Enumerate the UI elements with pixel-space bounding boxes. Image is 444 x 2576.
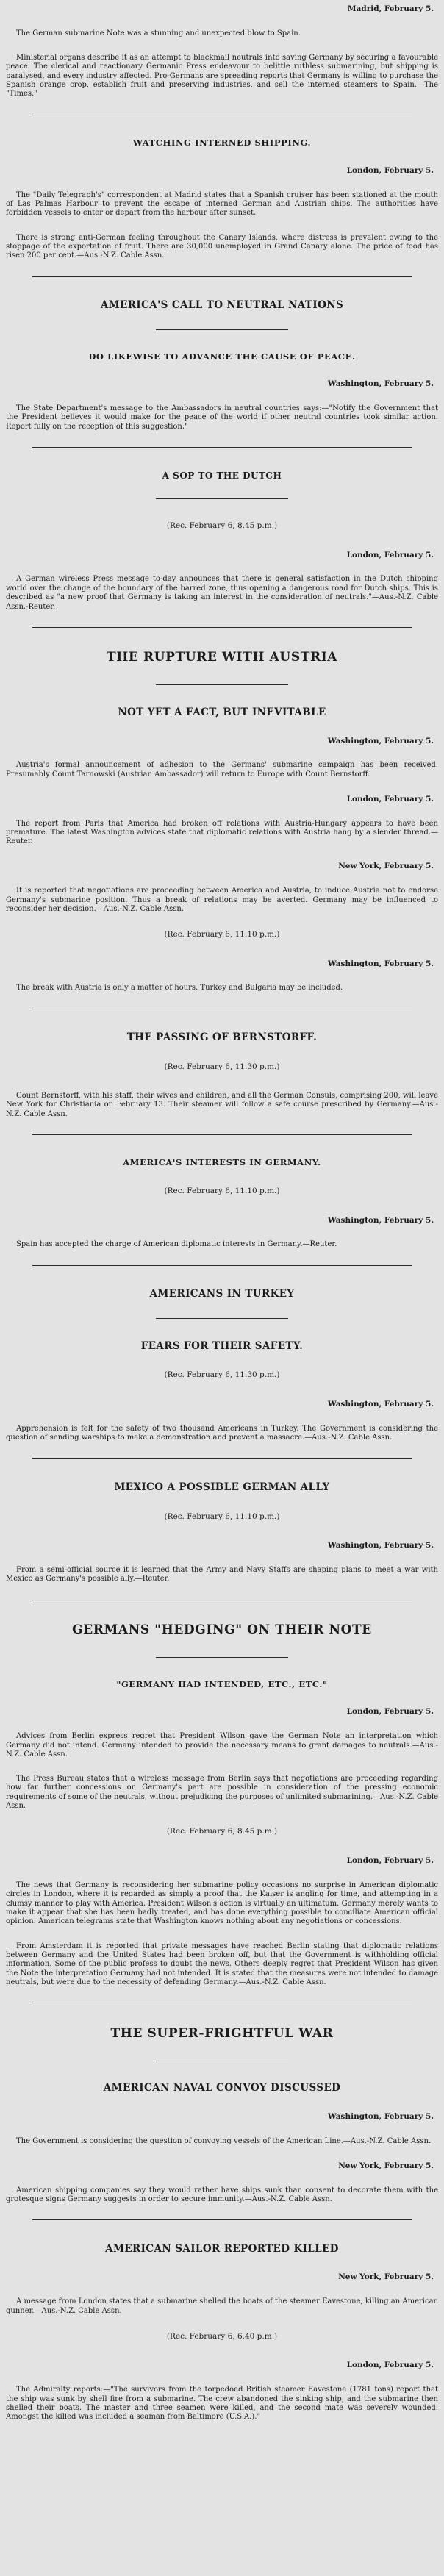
dateline: London, February 5. (346, 2361, 434, 2370)
dateline: London, February 5. (346, 165, 434, 175)
news-paragraph: There is strong anti-German feeling throughout the Canary Islands, where distress is prevalent owing to the stoppage of the exportation of fruit. There are 30,000 unemployed in Grand Canary alone. The price of food has risen 200 per cent.—Aus.-N.Z. Cable Assn. (6, 233, 438, 260)
news-paragraph: It is reported that negotiations are proceeding between America and Austria, to induce Austria not to endorse Germany's submarine position. Thus a break of relations may be averted. Germany may be influenced to reconsider her decision.—Aus.-N.Z. Cable Assn. (6, 887, 438, 913)
received-note: (Rec. February 6, 11.30 p.m.) (164, 1370, 280, 1380)
news-paragraph: The break with Austria is only a matter of hours. Turkey and Bulgaria may be included. (16, 984, 343, 992)
dateline: London, February 5. (346, 1856, 434, 1866)
news-paragraph: The Press Bureau states that a wireless message from Berlin says that negotiations are proceeding regarding how far further concessions on Germany's part are possible in consideration of the pressing economic requirements of some of the neutrals, without prejudicing the purposes of unlimited submarining.—Aus.-N.Z. Cable Assn. (6, 1775, 438, 1811)
dateline: Washington, February 5. (327, 1400, 434, 1409)
section-divider (32, 1265, 412, 1266)
section-heading: FEARS FOR THEIR SAFETY. (140, 1339, 304, 1352)
dateline: New York, February 5. (338, 2272, 434, 2282)
section-heading: A SOP TO THE DUTCH (162, 470, 282, 481)
received-note: (Rec. February 6, 8.45 p.m.) (166, 521, 278, 531)
news-paragraph: The Government is considering the question of convoying vessels of the American Line.—Aus.-N.Z. Cable Assn. (16, 2136, 432, 2145)
dateline: New York, February 5. (338, 2161, 434, 2170)
headline: GERMANS "HEDGING" ON THEIR NOTE (72, 1622, 372, 1638)
section-divider (32, 276, 412, 277)
received-note: (Rec. February 6, 11.10 p.m.) (164, 1511, 280, 1521)
news-paragraph: Austria's formal announcement of adhesion to the Germans' submarine campaign has been received. Presumably Count Tarnowski (Austrian Ambassador) will return to Europe with Count Bernstorff. (6, 761, 438, 779)
subheading: AMERICA'S INTERESTS IN GERMANY. (123, 1157, 321, 1168)
heading-divider (156, 329, 288, 330)
news-paragraph: Spain has accepted the charge of American diplomatic interests in Germany.—Reuter. (16, 1240, 337, 1249)
news-paragraph: The State Department's message to the Ambassadors in neutral countries says:—"Notify the Government that the President believes it would make for the peace of the world if other neutral countries took similar action. Report fully on the reception of this suggestion." (6, 404, 438, 431)
dateline: London, February 5. (346, 550, 434, 559)
received-note: (Rec. February 6, 6.40 p.m.) (166, 2331, 278, 2341)
dateline: Washington, February 5. (327, 1215, 434, 1225)
news-paragraph: Advices from Berlin express regret that President Wilson gave the German Note an interpretation which Germany did not intend. Germany intended to provide the necessary means to grant damages to neutrals.—Aus.-N.Z. Cable Assn. (6, 1732, 438, 1759)
section-divider (32, 627, 412, 628)
section-divider (32, 1134, 412, 1135)
headline: THE RUPTURE WITH AUSTRIA (106, 650, 338, 665)
received-note: (Rec. February 6, 11.30 p.m.) (164, 1062, 280, 1071)
received-note: (Rec. February 6, 8.45 p.m.) (166, 1827, 278, 1836)
dateline: Washington, February 5. (327, 1541, 434, 1550)
section-heading: AMERICAN SAILOR REPORTED KILLED (105, 2242, 339, 2255)
section-divider (32, 1458, 412, 1459)
section-heading: AMERICA'S CALL TO NEUTRAL NATIONS (100, 299, 344, 312)
news-paragraph: The Admiralty reports:—"The survivors from the torpedoed British steamer Eavestone (1781 tons) report that the ship was sunk by shell fire from a submarine. The crew abandoned the sinking ship, and the submarine then shelled their boats. The master and three seamen were killed, and the second mate was severely wounded. Amongst the killed was included a seaman from Baltimore (U.S.A.)." (6, 2386, 438, 2422)
heading-divider (156, 498, 288, 499)
news-paragraph: The report from Paris that America had broken off relations with Austria-Hungary appears to have been premature. The latest Washington advices state that diplomatic relations with Austria hang by a slender thread.—Reuter. (6, 819, 438, 846)
section-heading: NOT YET A FACT, BUT INEVITABLE (118, 706, 326, 718)
news-paragraph: A message from London states that a submarine shelled the boats of the steamer Eavestone, killing an American gunner.—Aus.-N.Z. Cable Assn. (6, 2297, 438, 2315)
dateline: Washington, February 5. (327, 2112, 434, 2122)
news-paragraph: The German submarine Note was a stunning and unexpected blow to Spain. (16, 29, 301, 37)
section-divider (32, 447, 412, 448)
section-heading: AMERICANS IN TURKEY (149, 1288, 295, 1300)
subheading: WATCHING INTERNED SHIPPING. (132, 137, 312, 149)
news-paragraph: Apprehension is felt for the safety of two thousand Americans in Turkey. The Government is considering the question of sending warships to make a demonstration and prevent a massacre.—Aus.-N.Z. Cable Assn. (6, 1424, 438, 1442)
section-divider (32, 2219, 412, 2220)
subheading: DO LIKEWISE TO ADVANCE THE CAUSE OF PEACE. (88, 351, 356, 362)
news-paragraph: From a semi-official source it is learned that the Army and Navy Staffs are shaping plans to meet a war with Mexico as Germany's possible ally.—Reuter. (6, 1566, 438, 1584)
dateline: London, February 5. (346, 1707, 434, 1717)
heading-divider (156, 1657, 288, 1658)
received-note: (Rec. February 6, 11.10 p.m.) (164, 1187, 280, 1196)
news-paragraph: The "Daily Telegraph's" correspondent at Madrid states that a Spanish cruiser has been stationed at the mouth of Las Palmas Harbour to prevent the escape of interned German and Austrian ships. The authorities have forbidden vessels to enter or depart from the harbour after sunset. (6, 190, 438, 218)
dateline: London, February 5. (346, 794, 434, 804)
heading-divider (156, 684, 288, 685)
section-heading: MEXICO A POSSIBLE GERMAN ALLY (114, 1481, 330, 1493)
news-paragraph: From Amsterdam it is reported that private messages have reached Berlin stating that diplomatic relations between Germany and the United States had been broken off, but that the Government is withholding official information. Some of the public profess to doubt the news. Others deeply regret that President Wilson has given the Note the interpretation Germany had not intended. It is stated that the measures were not intended to damage neutrals, but were due to the necessity of defending Germany.—Aus.-N.Z. Cable Assn. (6, 1942, 438, 1987)
section-heading: THE PASSING OF BERNSTORFF. (126, 1031, 318, 1044)
dateline: Madrid, February 5. (347, 4, 434, 13)
section-heading: AMERICAN NAVAL CONVOY DISCUSSED (103, 2082, 341, 2094)
heading-divider (156, 1318, 288, 1319)
dateline: Washington, February 5. (327, 736, 434, 745)
headline: THE SUPER-FRIGHTFUL WAR (110, 2025, 334, 2041)
news-paragraph: Ministerial organs describe it as an attempt to blackmail neutrals into saving Germany by securing a favourable peace. The clerical and reactionary Germanic Press endeavour to belittle ruthless submarining, but shipping is paralysed, and every industry affected. Pro-Germans are spreading reports that Germany is willing to purchase the Spanish orange crop, establish fruit and preserving industries, and sell the interned steamers to Spain.—The "Times." (6, 53, 438, 99)
dateline: New York, February 5. (338, 862, 434, 871)
news-paragraph: A German wireless Press message to-day announces that there is general satisfaction in the Dutch shipping world over the change of the boundary of the barred zone, thus opening a dangerous road for Dutch ships. This is described as "a new proof that Germany is taking an interest in the consideration of neutrals."—Aus.-N.Z. Cable Assn.-Reuter. (6, 575, 438, 611)
subheading: "GERMANY HAD INTENDED, ETC., ETC." (116, 1678, 328, 1689)
news-paragraph: Count Bernstorff, with his staff, their wives and children, and all the German Consuls, comprising 200, will leave New York for Christiania on February 13. Their steamer will follow a safe course prescribed by Germany.—Aus.-N.Z. Cable Assn. (6, 1091, 438, 1118)
dateline: Washington, February 5. (327, 959, 434, 968)
news-paragraph: The news that Germany is reconsidering her submarine policy occasions no surprise in American diplomatic circles in London, where it is regarded as simply a proof that the Kaiser is angling for time, and attempting in a clumsy manner to play with America. President Wilson's action is virtually an ultimatum. Germany merely wants to make it appear that she has been badly treated, and has done everything possible to conciliate American official opinion. American telegrams state that Washington knows nothing about any negotiations or concessions. (6, 1881, 438, 1926)
received-note: (Rec. February 6, 11.10 p.m.) (164, 930, 280, 940)
news-paragraph: American shipping companies say they would rather have ships sunk than consent to decorate them with the grotesque signs Germany suggests in order to secure immunity.—Aus.-N.Z. Cable Assn. (6, 2186, 438, 2203)
newspaper-column (6, 0, 438, 2422)
dateline: Washington, February 5. (327, 379, 434, 389)
